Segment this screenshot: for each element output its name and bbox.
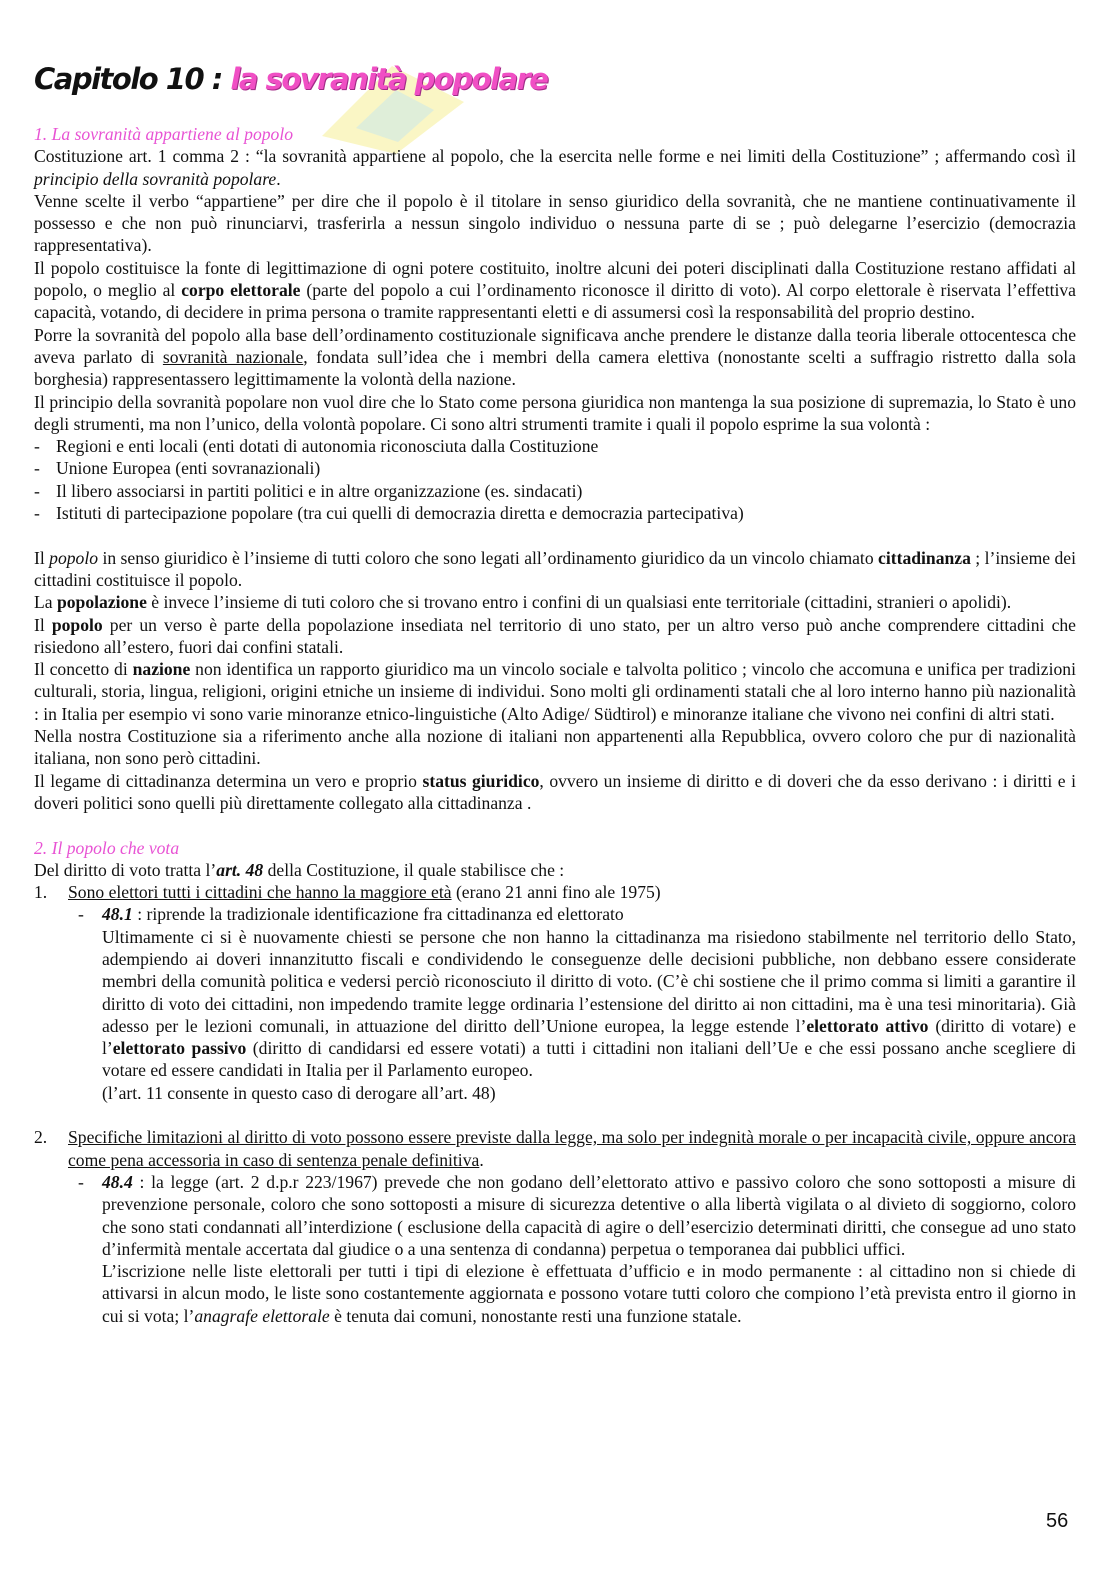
sub-item-note: (l’art. 11 consente in questo caso di derogare all’art. 48) bbox=[102, 1082, 496, 1103]
list-item: - Istituti di partecipazione popolare (tra cui quelli di democrazia diretta e democrazia partecipativa) bbox=[34, 502, 1076, 524]
paragraph: Il concetto di nazione non identifica un rapporto giuridico ma un vincolo sociale e talvolta politico ; vincolo che accomuna e unifica per tradizioni culturali, storia, lingua, religioni, origini etniche un insieme di individui. Sono molti gli ordinamenti statali che al loro interno hanno più nazionalità : in Italia per esempio vi sono varie minoranze etnico-linguistiche (Alto Adige/ Südtirol) e minoranze italiane che vivono nei confini di altri stati. bbox=[34, 659, 1076, 724]
paragraph: Il popolo in senso giuridico è l’insieme di tutti coloro che sono legati all’ordinamento giuridico da un vincolo chiamato cittadinanza ; l’insieme dei cittadini costituisce il popolo. bbox=[34, 547, 1076, 590]
sub-item-48-1: - 48.1 : riprende la tradizionale identificazione fra cittadinanza ed elettorato bbox=[78, 904, 624, 925]
page-number: 56 bbox=[1046, 1510, 1069, 1532]
page-title bbox=[34, 62, 547, 96]
numbered-item-2: 2. Specifiche limitazioni al diritto di voto possono essere previste dalla legge, ma solo per indegnità morale o per incapacità civile, oppure ancora come pena accessoria in caso di sentenza penale definitiva. bbox=[34, 1127, 1076, 1170]
document-body bbox=[34, 123, 1076, 1327]
paragraph: Porre la sovranità del popolo alla base dell’ordinamento costituzionale significava anche prendere le distanze dalla teoria liberale ottocentesca che aveva parlato di sovranità nazionale, fondata sull’idea che i membri della camera elettiva (nonostante scelti a suffragio ristretto dalla sola borghesia) rappresentassero legittimamente la volontà della nazione. bbox=[34, 324, 1076, 390]
paragraph: Il legame di cittadinanza determina un vero e proprio status giuridico, ovvero un insieme di diritto e di doveri che da esso derivano : i diritti e i doveri politici sono quelli più direttamente collegato alla cittadinanza . bbox=[34, 770, 1076, 813]
section-2-heading: 2. Il popolo che vota bbox=[34, 837, 180, 858]
paragraph: Il principio della sovranità popolare non vuol dire che lo Stato come persona giuridica non mantenga la sua posizione di supremazia, lo Stato è uno degli strumenti, ma non l’unico, della volontà popolare. Ci sono altri strumenti tramite i quali il popolo esprime la sua volontà : bbox=[34, 391, 1076, 434]
list-item: - Regioni e enti locali (enti dotati di autonomia riconosciuta dalla Costituzione bbox=[34, 435, 1076, 457]
sub-item-continuation: L’iscrizione nelle liste elettorali per tutti i tipi di elezione è effettuata d’ufficio e in modo permanente : al cittadino non si chiede di attivarsi in alcun modo, le liste sono costantemente aggiornata e possono votare tutti coloro che compiono l’età prevista entro il giorno in cui si vota; l’anagrafe elettorale è tenuta dai comuni, nonostante resti una funzione statale. bbox=[102, 1261, 1076, 1326]
list-item: - Unione Europea (enti sovranazionali) bbox=[34, 457, 1076, 479]
instruments-list bbox=[34, 435, 1076, 524]
paragraph: Del diritto di voto tratta l’art. 48 della Costituzione, il quale stabilisce che : bbox=[34, 859, 565, 880]
section-1-heading: 1. La sovranità appartiene al popolo bbox=[34, 124, 294, 144]
sub-item-48-4: - 48.4 : la legge (art. 2 d.p.r 223/1967) prevede che non godano dell’elettorato attivo e passivo coloro che sono sottoposti a misure di prevenzione personale, coloro che sono sottoposti a misure di sicurezza detentive o alla libertà vigilata o al divieto di soggiorno, coloro che sono stati condannati all’interdizione ( esclusione della capacità di agire o dell’esercizio determinati diritti, che consegue ad uno stato d’infermità mentale accertata dal giudice o a una sentenza di condanna) perpetua o temporanea dai pubblici uffici. bbox=[78, 1171, 1076, 1259]
paragraph: Nella nostra Costituzione sia a riferimento anche alla nozione di italiani non appartenenti alla Repubblica, ovvero coloro che pur di nazionalità italiana, non sono però cittadini. bbox=[34, 726, 1076, 769]
paragraph: Il popolo costituisce la fonte di legittimazione di ogni potere costituito, inoltre alcuni dei poteri disciplinati dalla Costituzione restano affidati al popolo, o meglio al corpo elettorale (parte del popolo a cui l’ordinamento riconosce il diritto di voto). Al corpo elettorale è riservata l’effettiva capacità, votando, di decidere in prima persona o tramite rappresentanti eletti e di assumersi così la responsabilità del proprio destino. bbox=[34, 257, 1076, 323]
paragraph: Il popolo per un verso è parte della popolazione insediata nel territorio di uno stato, per un altro verso può anche comprendere cittadini che risiedono all’estero, fuori dai confini statali. bbox=[34, 614, 1076, 657]
paragraph: La popolazione è invece l’insieme di tuti coloro che si trovano entro i confini di un qualsiasi ente territoriale (cittadini, stranieri o apolidi). bbox=[34, 592, 1012, 613]
chapter-label: Capitolo 10 : bbox=[34, 62, 231, 96]
paragraph: Costituzione art. 1 comma 2 : “la sovranità appartiene al popolo, che la esercita nelle forme e nei limiti della Costituzione” ; affermando così il principio della sovranità popolare. bbox=[34, 146, 1076, 189]
sub-item-continuation: Ultimamente ci si è nuovamente chiesti se persone che non hanno la cittadinanza ma risiedono stabilmente nel territorio dello Stato, adempiendo ai doveri innanzitutto fiscali e condividendo le conseguenze delle decisioni pubbliche, non debbano essere considerate membri della comunità politica e vedersi perciò riconosciuto il diritto di voto. (C’è chi sostiene che il primo comma si limiti a garantire il diritto di voto dei cittadini, non impedendo tramite legge ordinaria l’estensione del diritto ai non cittadini, ma è una tesi minoritaria). Già adesso per le lezioni comunali, in attuazione del diritto dell’Unione europea, la legge estende l’elettorato attivo (diritto di votare) e l’elettorato passivo (diritto di candidarsi ed essere votati) a tutti i cittadini non italiani dell’Ue e che essi possano anche scegliere di votare ed essere candidati in Italia per il Parlamento europeo. bbox=[102, 926, 1076, 1081]
list-item: - Il libero associarsi in partiti politici e in altre organizzazione (es. sindacati) bbox=[34, 480, 1076, 502]
paragraph: Venne scelte il verbo “appartiene” per dire che il popolo è il titolare in senso giuridico della sovranità, che ne mantiene continuativamente il possesso e che non può rinunciarvi, trasferirla a nessun singolo individuo o nessuna parte di se ; può delegarne l’esercizio (democrazia rappresentativa). bbox=[34, 190, 1076, 256]
numbered-item-1: 1. Sono elettori tutti i cittadini che hanno la maggiore età (erano 21 anni fino ale 1975) bbox=[34, 882, 661, 903]
chapter-subject: la sovranità popolare bbox=[230, 62, 548, 96]
